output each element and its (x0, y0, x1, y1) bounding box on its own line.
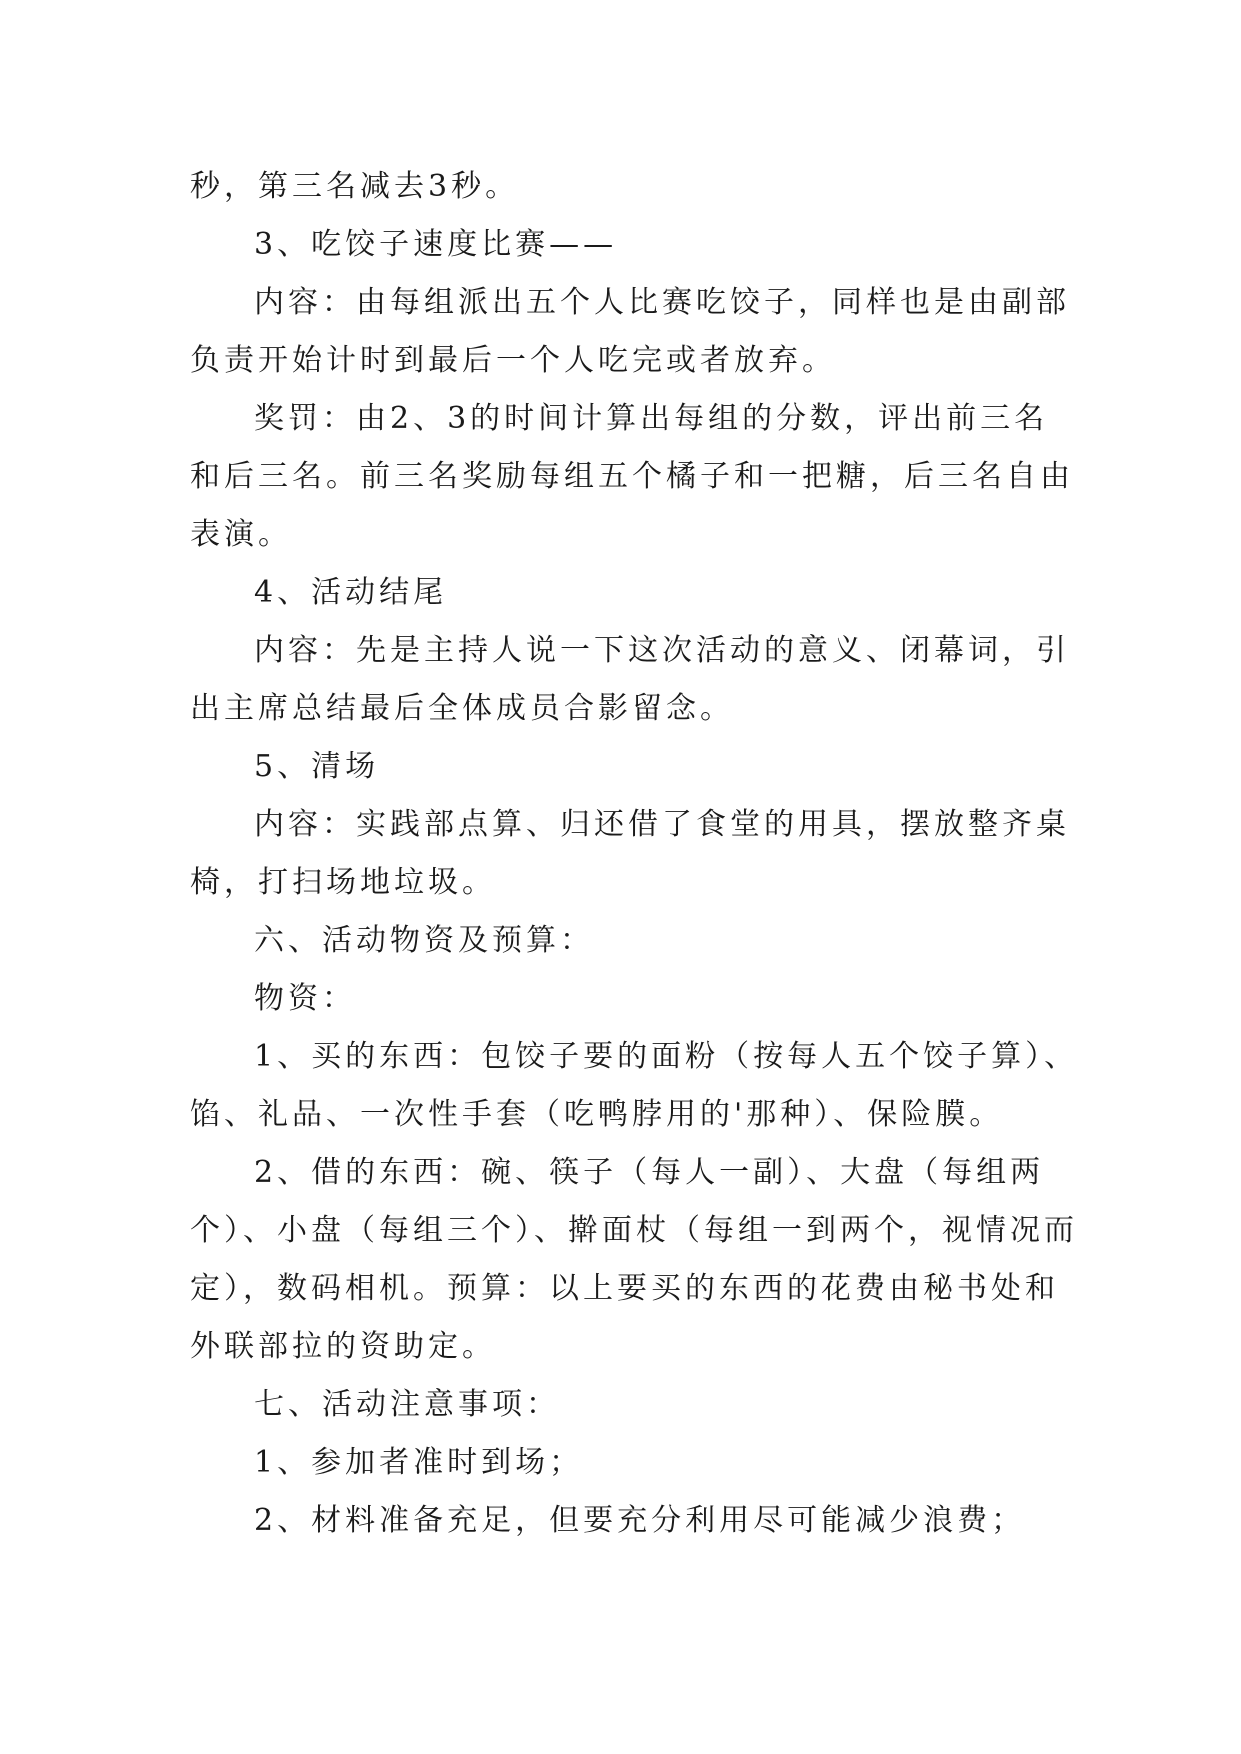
body-line: 2、借的东西：碗、筷子（每人一副）、大盘（每组两 (254, 1155, 1045, 1190)
section-heading: 七、活动注意事项： (254, 1387, 560, 1422)
body-line: 2、材料准备充足，但要充分利用尽可能减少浪费； (254, 1503, 1026, 1538)
body-line: 和后三名。前三名奖励每组五个橘子和一把糖，后三名自由 (190, 459, 1074, 494)
section-heading: 4、活动结尾 (254, 575, 448, 610)
document-body (190, 158, 1079, 1550)
body-line: 内容：实践部点算、归还借了食堂的用具，摆放整齐桌 (254, 807, 1070, 842)
body-line: 物资： (254, 981, 356, 1016)
body-line: 负责开始计时到最后一个人吃完或者放弃。 (190, 343, 836, 378)
section-heading: 3、吃饺子速度比赛—— (254, 227, 618, 262)
body-line: 内容：由每组派出五个人比赛吃饺子，同样也是由副部 (254, 285, 1070, 320)
body-line: 馅、礼品、一次性手套（吃鸭脖用的'那种）、保险膜。 (190, 1097, 1004, 1132)
body-line: 奖罚：由2、3的时间计算出每组的分数，评出前三名 (254, 401, 1049, 436)
body-line: 定），数码相机。预算：以上要买的东西的花费由秘书处和 (190, 1271, 1059, 1306)
section-heading: 5、清场 (254, 749, 380, 784)
body-line: 1、买的东西：包饺子要的面粉（按每人五个饺子算）、 (254, 1039, 1079, 1074)
body-line: 椅，打扫场地垃圾。 (190, 865, 496, 900)
body-line: 外联部拉的资助定。 (190, 1329, 496, 1364)
body-line: 个）、小盘（每组三个）、擀面杖（每组一到两个，视情况而 (190, 1213, 1078, 1248)
body-line: 表演。 (190, 517, 292, 552)
section-heading: 六、活动物资及预算： (254, 923, 594, 958)
body-line: 秒，第三名减去3秒。 (190, 169, 520, 204)
body-line: 1、参加者准时到场； (254, 1445, 584, 1480)
body-line: 出主席总结最后全体成员合影留念。 (190, 691, 734, 726)
body-line: 内容：先是主持人说一下这次活动的意义、闭幕词，引 (254, 633, 1070, 668)
